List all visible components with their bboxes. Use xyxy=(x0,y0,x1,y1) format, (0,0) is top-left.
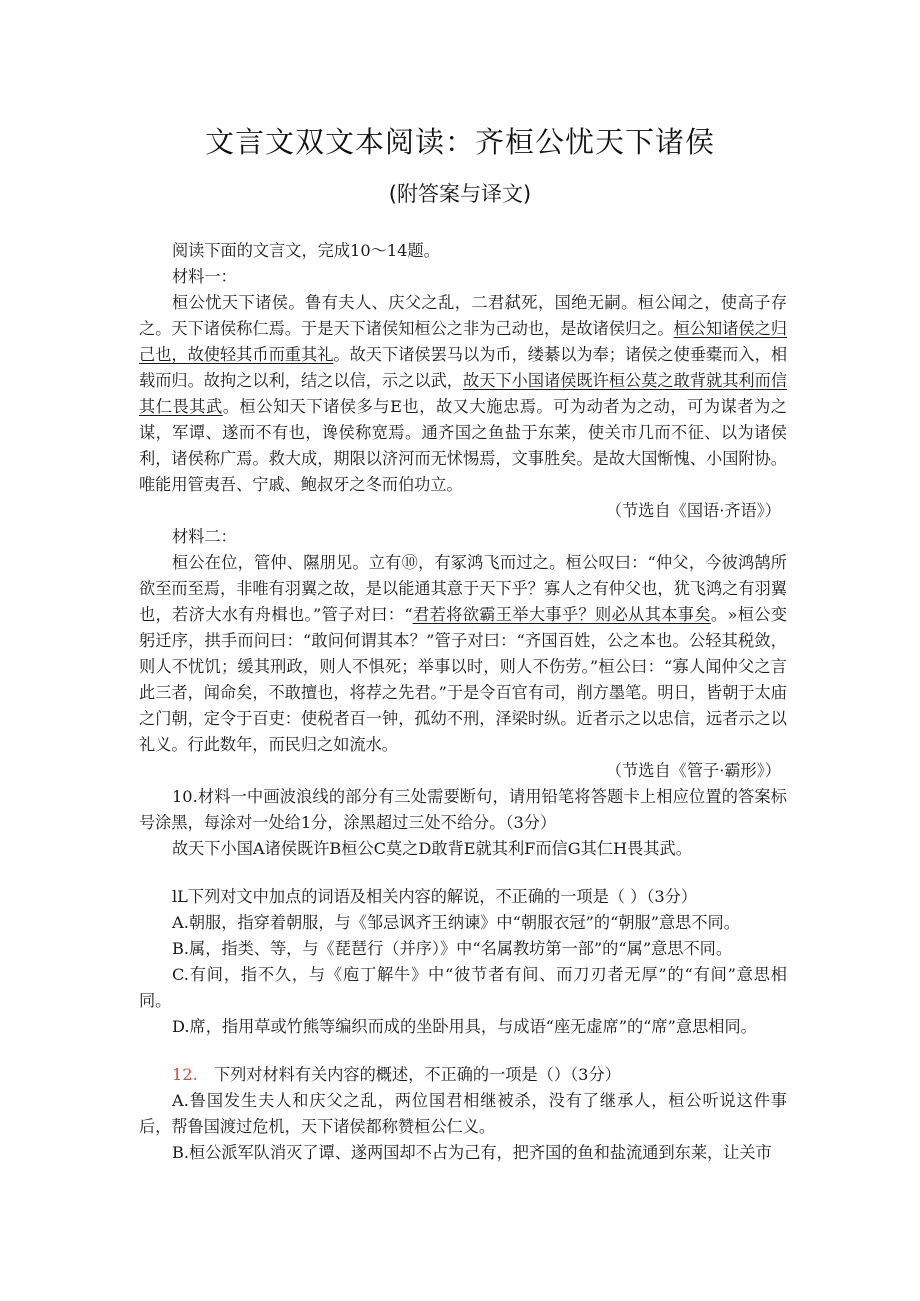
material-one-source: （节选自《国语·齐语》） xyxy=(605,501,781,520)
page-title: 文言文双文本阅读：齐桓公忧天下诸侯 xyxy=(204,125,715,159)
passage-text: 。故天下诸侯罢马以为币，缕綦以为奉；诸侯之使垂橐而入，相载而归。故拘之以利，结之以信，示之以武， xyxy=(139,345,788,390)
underlined-sentence: 桓公知诸侯之归己也，故使轻其币而重其礼 xyxy=(139,319,787,364)
passage-text: 。»桓公变躬迁序，拱手而问曰：“敢问何谓其本？”管子对曰：“齐国百姓，公之本也。公轻其税敛，则人不忧饥；缓其刑政，则人不惧死；举事以时，则人不伤劳。”桓公曰：“寡人闻仲父之言此三者，闻命矣，不敢擅也，将荐之先君。”于是令百官有司，削方墨笔。明日，皆朝于太庙之门朝，定令于百吏：使税者百一钟，孤幼不刑，泽梁时纵。近者示之以忠信，远者示之以礼义。行此数年，而民归之如流水。 xyxy=(139,605,788,754)
page-subtitle: (附答案与译文) xyxy=(388,182,532,206)
question-11-option-c: C.有间，指不久，与《庖丁解牛》中“彼节者有间、而刀刃者无厚”的“有间”意思相同。 xyxy=(139,965,787,1010)
question-11-option-b: B.属，指类、等，与《琵琶行（并序）》中“名属教坊第一部”的“属”意思不同。 xyxy=(172,939,733,958)
passage-text: 。桓公知天下诸侯多与E也，故又大施忠焉。可为动者为之动，可为谋者为之谋，军谭、遂而不有也，谗侯称宽焉。通齐国之鱼盐于东莱，使关市几而不征、以为诸侯利，诸侯称广焉。救大成，期限以济河而无怵惕焉，文事胜矣。是故大国惭愧、小国附协。唯能用管夷吾、宁戚、鲍叔牙之冬而伯功立。 xyxy=(139,397,787,494)
question-12 xyxy=(139,1062,787,1088)
spacer xyxy=(139,862,787,884)
question-11-option-d: D.席，指用草或竹熊等编织而成的坐卧用具，与成语“座无虚席”的“席”意思相同。 xyxy=(172,1017,757,1036)
question-12-number: 12. xyxy=(172,1065,198,1084)
passage-text: 桓公忧天下诸侯。鲁有夫人、庆父之乱，二君弑死，国绝无嗣。桓公闻之，使高子存之。天下诸侯称仁焉。于是天下诸侯知桓公之非为己动也，是故诸侯归之。 xyxy=(139,293,787,338)
question-11: lL下列对文中加点的词语及相关内容的解说，不正确的一项是（ ）（3分） xyxy=(172,887,698,906)
wavy-underlined-sentence: 故天下小国诸侯既许桓公莫之敢背就其利而信其仁畏其武 xyxy=(139,371,788,416)
question-12-option-a: A.鲁国发生夫人和庆父之乱，两位国君相继被杀，没有了继承人，桓公听说这件事后，帮鲁国渡过危机，天下诸侯都称赞桓公仁义。 xyxy=(139,1091,787,1136)
underlined-sentence: 君若将欲霸王举大事乎？则必从其本事矣 xyxy=(412,605,711,624)
question-12-option-b: B.桓公派军队消灭了谭、遂两国却不占为己有，把齐国的鱼和盐流通到东莱，让关市 xyxy=(172,1143,772,1162)
intro-text: 阅读下面的文言文，完成10～14题。 xyxy=(172,241,440,260)
document-body xyxy=(139,238,787,1166)
question-10-options: 故天下小国A诸侯既许B桓公C莫之D敢背E就其利F而信G其仁H畏其武。 xyxy=(172,839,692,858)
material-two-source: （节选自《管子·霸形》） xyxy=(605,761,781,780)
passage-text: 桓公在位，管仲、隰朋见。立有⑩，有冢鸿飞而过之。桓公叹曰：“仲父，今彼鸿鹄所欲至而至焉，非唯有羽翼之故，是以能通其意于天下乎？寡人之有仲父也，犹飞鸿之有羽翼也，若济大水有舟楫也。”管子对曰：“ xyxy=(139,553,787,624)
material-two-label: 材料二： xyxy=(172,527,237,546)
material-two-passage xyxy=(139,550,787,758)
spacer xyxy=(139,1040,787,1062)
material-one-passage xyxy=(139,290,787,498)
question-11-option-a: A.朝服，指穿着朝服，与《邹忌讽齐王纳谏》中“朝服衣冠”的“朝服”意思不同。 xyxy=(172,913,740,932)
material-one-label: 材料一： xyxy=(172,267,237,286)
question-12-text: 下列对材料有关内容的概述，不正确的一项是（）（3分） xyxy=(213,1065,621,1084)
question-10: 10.材料一中画波浪线的部分有三处需要断句，请用铅笔将答题卡上相应位置的答案标号涂黑，每涂对一处给1分，涂黑超过三处不给分。（3分） xyxy=(139,787,787,832)
